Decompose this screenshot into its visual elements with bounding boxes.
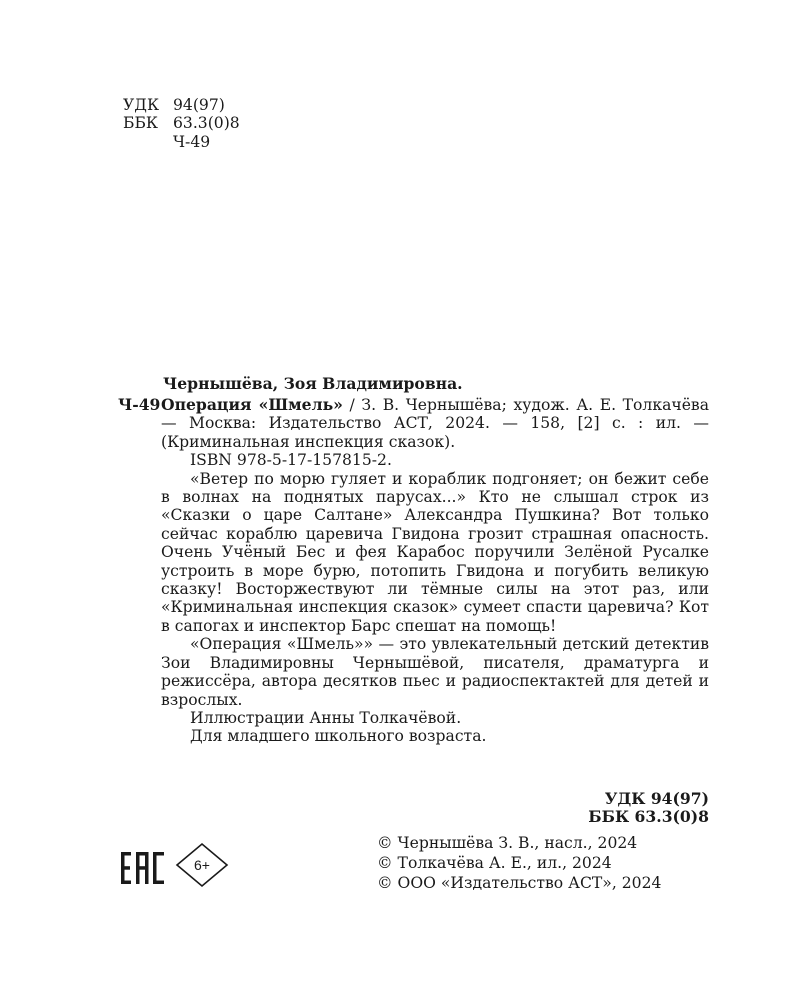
annotation-paragraph-1: «Ветер по морю гуляет и кораблик подгоняет; он бежит себе в волнах на поднятых парусах...» Кто не слышал строк из «Сказки о царе Салтане» Александра Пушкина? Вот только сейчас кораблю царевича Гвидона грозит страшная опасность. Очень Учёный Бес и фея Карабос поручили Зелёной Русалке устроить в море бурю, потопить Гвидона и погубить великую сказку! Восторжествуют ли тёмные силы на этот раз, или «Криминальная инспекция сказок» сумеет спасти царевича? Кот в сапогах и инспектор Барс спешат на помощь! [161, 469, 709, 635]
bottom-udk: УДК 94(97) [604, 789, 709, 808]
author-heading: Чернышёва, Зоя Владимировна. [163, 374, 463, 393]
copyright-illustrator: © Толкачёва А. Е., ил., 2024 [377, 854, 612, 872]
copyright-author: © Чернышёва З. В., насл., 2024 [377, 834, 638, 852]
udk-row [123, 96, 240, 114]
udk-value: 94(97) [173, 96, 225, 114]
annotation-paragraph-2: «Операция «Шмель»» — это увлекательный детский детектив Зои Владимировны Чернышёвой, писателя, драматурга и режиссёра, автора десятков пьес и радиоспектактей для детей и взрослых. [161, 635, 709, 709]
bibliographic-description [161, 396, 709, 746]
eac-logo-icon [121, 852, 165, 888]
title-statement [161, 396, 709, 451]
bottom-bbk: ББК 63.3(0)8 [588, 807, 709, 827]
book-title: Операция «Шмель» [161, 395, 343, 414]
author-mark-top: Ч-49 [173, 132, 211, 151]
bbk-label: ББК [123, 114, 158, 133]
age-rating-text: 6+ [194, 857, 210, 873]
age-rating-badge [175, 842, 229, 892]
illustrations-note: Иллюстрации Анны Толкачёвой. [190, 708, 462, 727]
bottom-classification-codes [588, 790, 709, 827]
udk-label: УДК [123, 96, 160, 114]
bbk-value: 63.3(0)8 [173, 114, 240, 133]
audience-note: Для младшего школьного возраста. [190, 727, 487, 746]
bbk-row [123, 114, 240, 132]
author-mark: Ч-49 [118, 395, 161, 414]
responsibility-statement: / З. В. Чернышёва; худож. А. Е. Толкачёва — Москва: Издательство АСТ, 2024. — 158, [2] с. : ил. — (Криминальная инспекция сказок). [161, 396, 709, 451]
copyright-publisher: © ООО «Издательство АСТ», 2024 [377, 874, 662, 892]
copyright-block [377, 834, 661, 894]
isbn: ISBN 978-5-17-157815-2. [190, 451, 392, 470]
classification-codes [123, 96, 240, 151]
